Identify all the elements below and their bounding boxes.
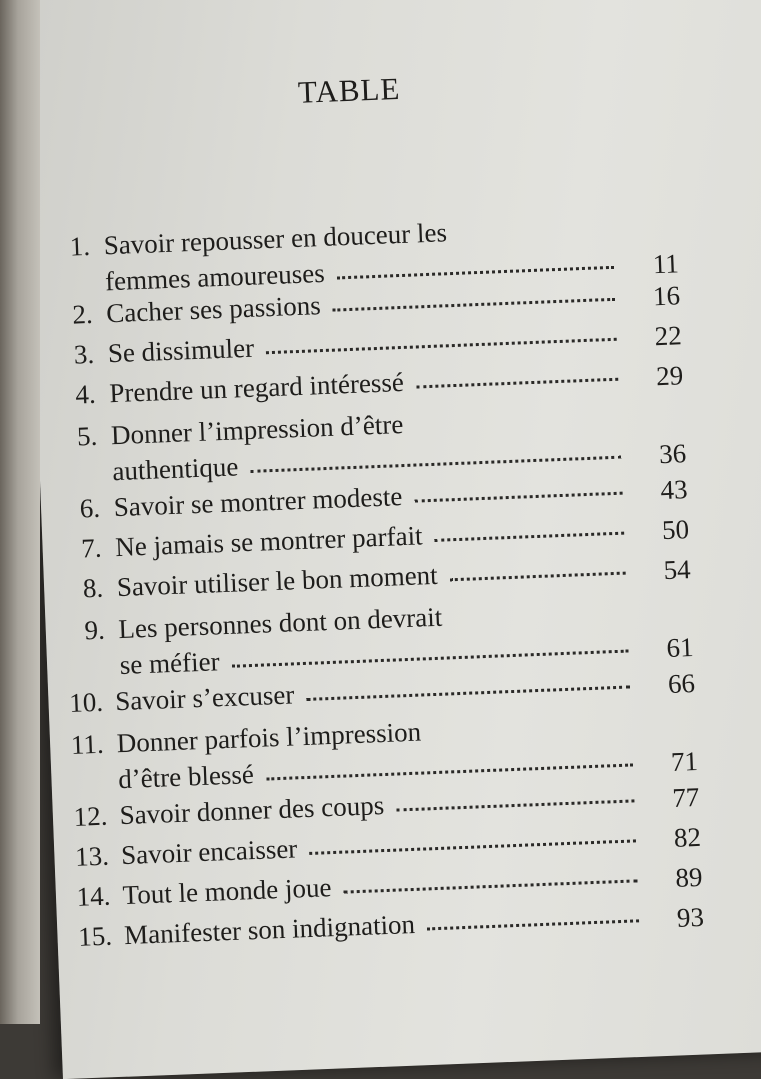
dot-leader bbox=[414, 492, 622, 503]
toc-entry-title: d’être blessé bbox=[117, 759, 255, 795]
toc-page-number: 11 bbox=[652, 248, 680, 280]
toc-page-number: 29 bbox=[655, 360, 684, 392]
toc-entry-number: 5. bbox=[76, 420, 98, 452]
toc-page-number: 54 bbox=[663, 554, 692, 586]
toc-page-number: 66 bbox=[667, 668, 696, 700]
toc-entry-title: Savoir s’excuser bbox=[114, 679, 295, 717]
dot-leader bbox=[232, 650, 629, 668]
toc-entry-number: 7. bbox=[80, 532, 103, 564]
dot-leader bbox=[450, 572, 626, 582]
dot-leader bbox=[343, 879, 637, 893]
toc-entry-title: Se dissimuler bbox=[107, 332, 255, 369]
toc-entry-title: femmes amoureuses bbox=[104, 257, 326, 297]
toc-page-number: 77 bbox=[671, 781, 700, 813]
toc-entry-number: 12. bbox=[73, 800, 108, 832]
toc-entry-number: 4. bbox=[74, 378, 97, 410]
toc-entry-title: Donner parfois l’impression bbox=[116, 716, 422, 759]
dot-leader bbox=[416, 378, 618, 389]
toc-entry-title: authentique bbox=[111, 451, 239, 487]
toc-entry-number: 11. bbox=[70, 728, 105, 760]
dot-leader bbox=[427, 919, 639, 930]
toc-entry-title: Donner l’impression d’être bbox=[110, 409, 404, 451]
toc-page-number: 50 bbox=[661, 514, 690, 546]
toc-entry-title: Savoir donner des coups bbox=[119, 790, 385, 831]
toc-page-number: 61 bbox=[666, 632, 695, 664]
toc-entry-title: Prendre un regard intéressé bbox=[108, 366, 405, 409]
toc-entry-title: Savoir repousser en douceur les bbox=[103, 217, 448, 261]
toc-page-number: 89 bbox=[674, 861, 703, 893]
dot-leader bbox=[309, 839, 636, 855]
toc-entry-number: 1. bbox=[69, 230, 91, 262]
toc-page-number: 43 bbox=[659, 474, 689, 506]
toc-page-number: 36 bbox=[658, 438, 687, 470]
toc-entry-number: 13. bbox=[74, 840, 110, 872]
dot-leader bbox=[435, 532, 625, 542]
toc-entry-title: Cacher ses passions bbox=[105, 290, 322, 329]
dot-leader bbox=[266, 763, 633, 780]
toc-entry-title: Tout le monde joue bbox=[122, 872, 332, 911]
toc-entry-number: 9. bbox=[83, 614, 106, 646]
dot-leader bbox=[266, 338, 617, 354]
toc-entry-title: Savoir se montrer modeste bbox=[113, 481, 403, 523]
toc-entry-number: 15. bbox=[77, 920, 113, 952]
page-title: TABLE bbox=[297, 70, 401, 110]
toc-entry-number: 2. bbox=[71, 298, 94, 330]
toc-entry-title: Savoir encaisser bbox=[120, 833, 298, 871]
toc-entry-number: 3. bbox=[73, 338, 95, 370]
toc-entry-title: Les personnes dont on devrait bbox=[117, 601, 443, 645]
dot-leader bbox=[333, 298, 616, 312]
toc-entry-title: Manifester son indignation bbox=[123, 908, 416, 951]
toc-page-number: 71 bbox=[670, 745, 699, 777]
toc-entry-number: 6. bbox=[79, 492, 101, 524]
toc-page-number: 82 bbox=[673, 821, 702, 853]
toc-entry-title: Savoir utiliser le bon moment bbox=[116, 559, 439, 603]
toc-entry-title: se méfier bbox=[119, 646, 221, 681]
toc-entry-number: 8. bbox=[82, 572, 104, 604]
dot-leader bbox=[337, 266, 614, 280]
toc-page-number: 16 bbox=[652, 280, 681, 312]
dot-leader bbox=[250, 456, 621, 473]
toc-entry-number: 14. bbox=[76, 880, 112, 912]
toc-page-number: 93 bbox=[676, 901, 705, 933]
dot-leader bbox=[396, 799, 634, 811]
toc-page-number: 22 bbox=[654, 320, 683, 352]
toc-entry-title: Ne jamais se montrer parfait bbox=[114, 520, 424, 563]
dot-leader bbox=[306, 685, 630, 700]
toc-entry-number: 10. bbox=[68, 686, 104, 719]
